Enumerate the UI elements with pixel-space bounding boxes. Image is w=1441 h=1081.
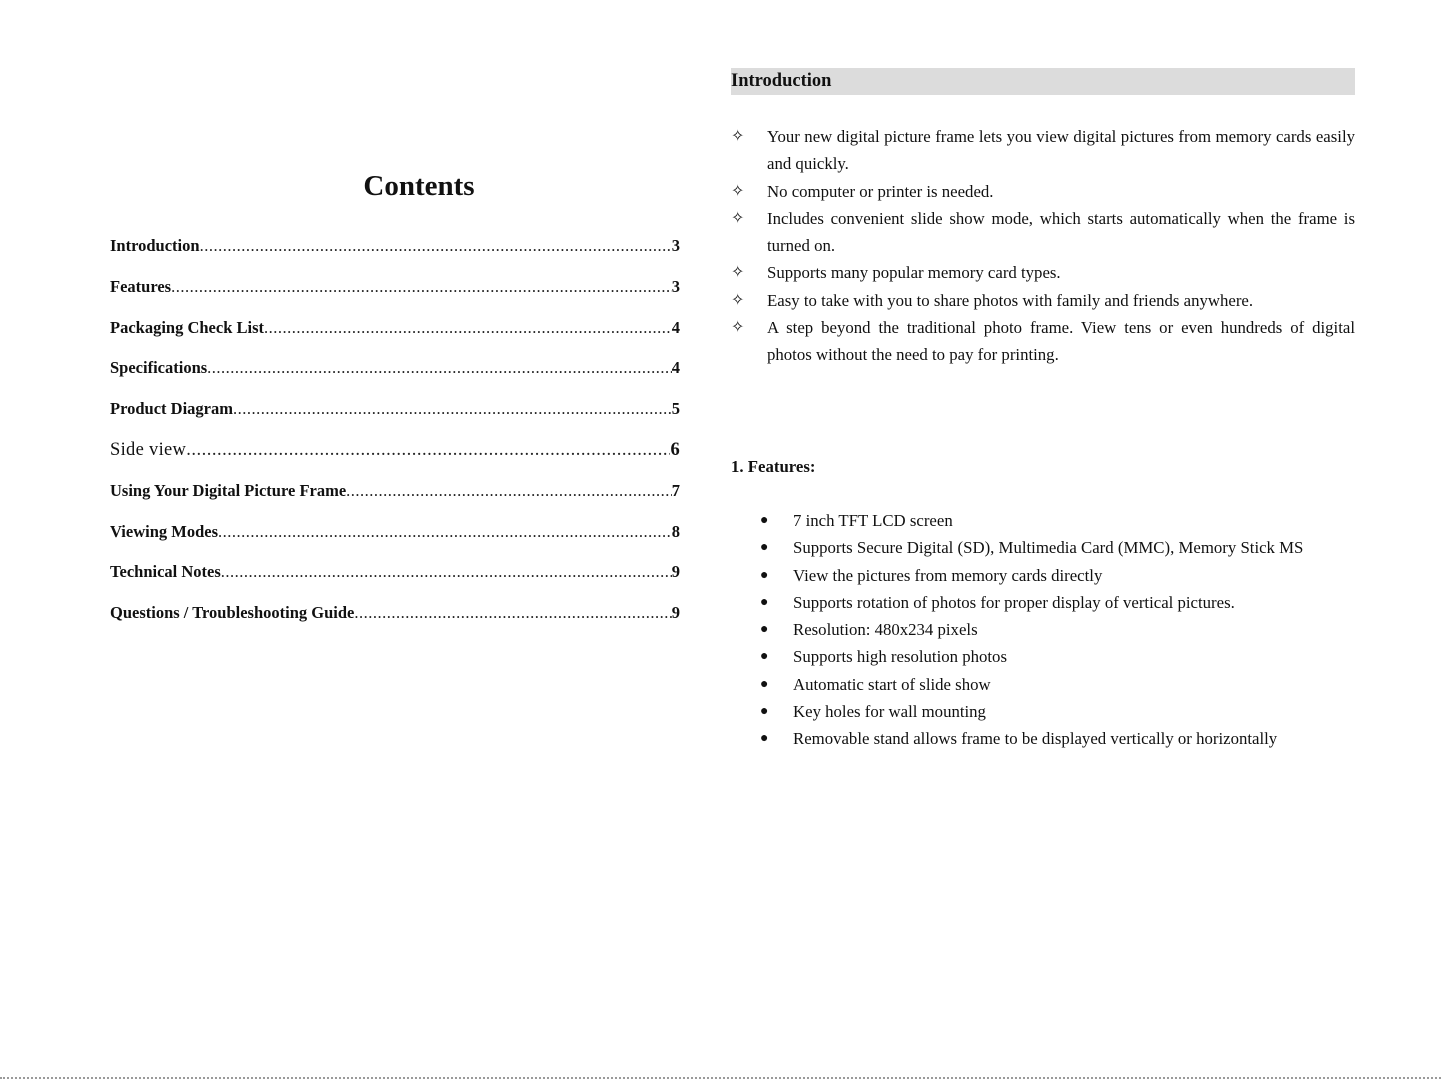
list-item: [760, 507, 1340, 534]
list-item-text: 7 inch TFT LCD screen: [793, 511, 953, 530]
list-item-text: No computer or printer is needed.: [767, 181, 994, 201]
sparkle-bullet-icon: ✧: [731, 291, 745, 309]
bullet-dot-icon: ●: [760, 594, 769, 610]
toc-page-number: 3: [671, 236, 680, 255]
toc-entry-product-diagram[interactable]: [110, 399, 680, 440]
toc-leader-dots: [354, 603, 671, 623]
toc-entry-viewing-modes[interactable]: [110, 522, 680, 563]
toc-entry-label: Product Diagram: [110, 399, 233, 419]
list-item: [760, 643, 1340, 670]
sparkle-bullet-icon: ✧: [731, 264, 745, 282]
bullet-dot-icon: ●: [760, 567, 769, 583]
sparkle-bullet-icon: ✧: [731, 209, 745, 227]
toc-page-number: 6: [670, 439, 680, 460]
toc-entry-introduction[interactable]: [110, 236, 680, 277]
list-item: [731, 259, 1355, 286]
table-of-contents: [110, 236, 680, 644]
toc-page-number: 4: [671, 358, 680, 378]
toc-leader-dots: [233, 399, 672, 419]
list-item-text: Supports Secure Digital (SD), Multimedia Card (MMC), Memory Stick MS: [793, 538, 1304, 558]
toc-entry-label: Technical Notes: [110, 562, 221, 582]
list-item-text: Your new digital picture frame lets you view digital pictures from memory cards easily and quickly.: [767, 127, 1355, 174]
features-list: [760, 507, 1340, 753]
toc-entry-label: Viewing Modes: [110, 521, 219, 541]
toc-entry-label: Specifications: [110, 358, 208, 378]
toc-entry-label: Introduction: [110, 236, 200, 255]
toc-page-number: 7: [671, 480, 680, 500]
bullet-dot-icon: ●: [760, 676, 769, 692]
scan-edge-divider: [0, 1077, 1441, 1079]
introduction-list: [731, 123, 1355, 369]
list-item-text: View the pictures from memory cards directly: [793, 565, 1103, 585]
toc-page-number: 4: [671, 317, 680, 337]
toc-leader-dots: [171, 277, 672, 297]
toc-leader-dots: [346, 481, 672, 501]
list-item-text: Easy to take with you to share photos with family and friends anywhere.: [767, 290, 1254, 310]
toc-page-number: 9: [671, 603, 680, 623]
features-heading: 1. Features:: [731, 457, 816, 476]
list-item-text: Removable stand allows frame to be displayed vertically or horizontally: [793, 729, 1278, 749]
toc-entry-label: Questions / Troubleshooting Guide: [110, 603, 355, 623]
list-item: [760, 534, 1340, 561]
list-item: [760, 562, 1340, 589]
bullet-dot-icon: ●: [760, 622, 769, 638]
list-item: [760, 671, 1340, 698]
sparkle-bullet-icon: ✧: [731, 128, 745, 145]
toc-entry-label: Side view: [110, 439, 187, 460]
list-item: [731, 178, 1355, 205]
contents-title: Contents: [363, 170, 475, 202]
toc-leader-dots: [207, 358, 672, 378]
toc-leader-dots: [264, 318, 672, 338]
sparkle-bullet-icon: ✧: [731, 319, 745, 337]
list-item-text: Supports many popular memory card types.: [767, 263, 1061, 283]
sparkle-bullet-icon: ✧: [731, 182, 745, 200]
list-item-text: Resolution: 480x234 pixels: [793, 620, 978, 640]
toc-entry-technical-notes[interactable]: [110, 562, 680, 603]
toc-page-number: 8: [671, 521, 680, 541]
list-item: [760, 698, 1340, 725]
list-item: [731, 205, 1355, 260]
list-item-text: Supports high resolution photos: [793, 647, 1007, 667]
list-item: [760, 616, 1340, 643]
toc-entry-packaging-check-list[interactable]: [110, 318, 680, 359]
toc-entry-label: Packaging Check List: [110, 317, 265, 337]
list-item-text: Supports rotation of photos for proper display of vertical pictures.: [793, 592, 1235, 612]
list-item: [731, 287, 1355, 314]
toc-entry-specifications[interactable]: [110, 358, 680, 399]
toc-leader-dots: [221, 562, 672, 582]
toc-entry-label: Using Your Digital Picture Frame: [110, 480, 347, 500]
toc-entry-side-view[interactable]: [110, 440, 680, 481]
toc-page-number: 5: [671, 399, 680, 419]
list-item-text: Key holes for wall mounting: [793, 702, 986, 722]
toc-entry-troubleshooting-guide[interactable]: [110, 603, 680, 644]
toc-entry-features[interactable]: [110, 277, 680, 318]
list-item-text: A step beyond the traditional photo frame. View tens or even hundreds of digital photos without the need to pay for printing.: [767, 318, 1355, 365]
list-item: [731, 123, 1355, 178]
toc-entry-label: Features: [110, 276, 172, 296]
bullet-dot-icon: ●: [760, 649, 769, 665]
toc-leader-dots: [186, 440, 670, 461]
bullet-dot-icon: ●: [760, 731, 769, 747]
bullet-dot-icon: ●: [760, 704, 769, 720]
toc-leader-dots: [218, 522, 672, 542]
toc-leader-dots: [200, 236, 672, 256]
list-item: [731, 314, 1355, 369]
toc-page-number: 9: [671, 562, 680, 582]
toc-entry-using-your-digital-picture-frame[interactable]: [110, 481, 680, 522]
toc-page-number: 3: [671, 276, 680, 296]
bullet-dot-icon: ●: [760, 513, 769, 528]
introduction-heading: Introduction: [731, 68, 1355, 95]
list-item: [760, 725, 1340, 752]
bullet-dot-icon: ●: [760, 540, 769, 556]
list-item-text: Includes convenient slide show mode, which starts automatically when the frame is turned on.: [767, 208, 1355, 256]
list-item: [760, 589, 1340, 616]
list-item-text: Automatic start of slide show: [793, 674, 991, 694]
